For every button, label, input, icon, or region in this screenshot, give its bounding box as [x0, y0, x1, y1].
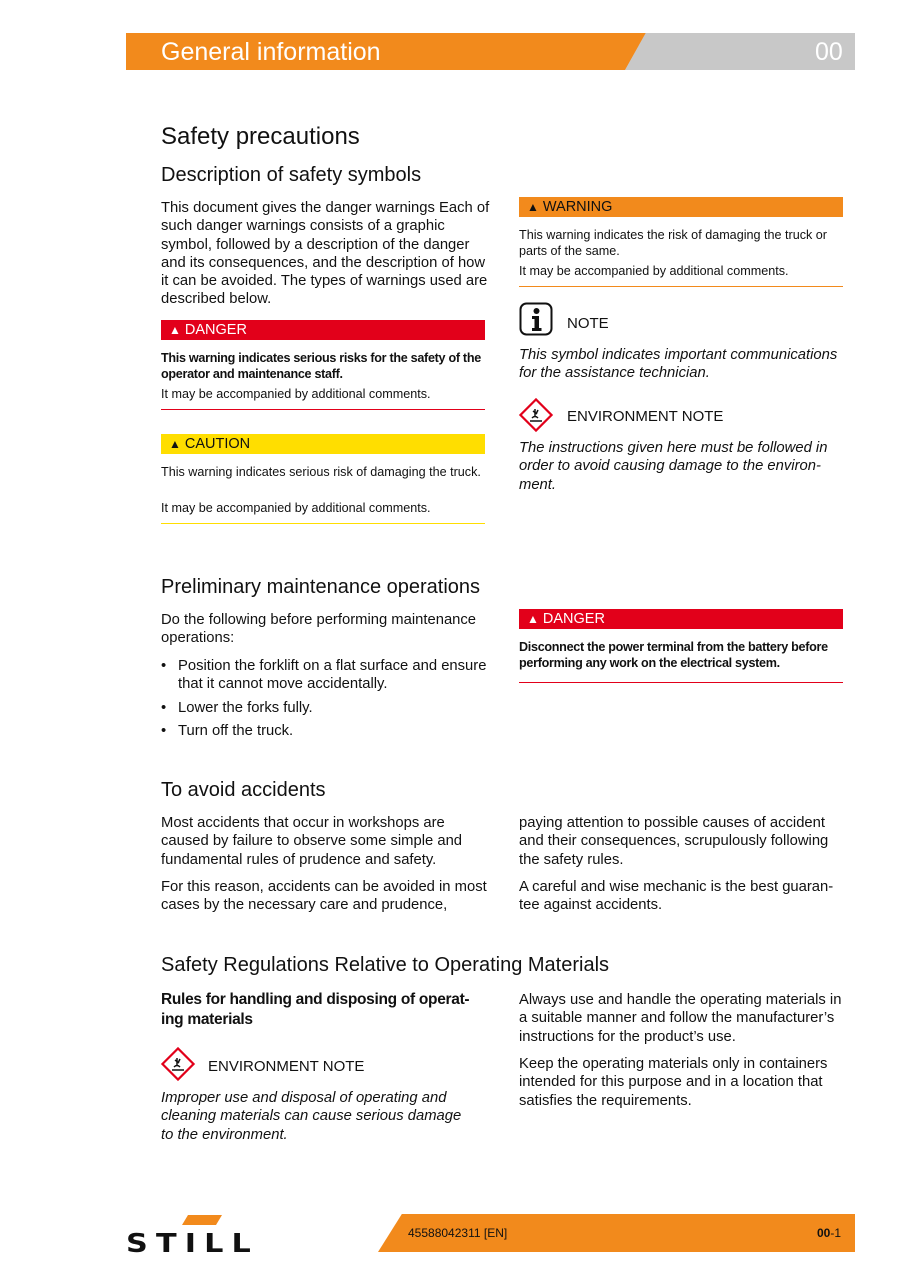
page-title: Safety precautions	[161, 123, 360, 150]
section-heading-preliminary: Preliminary maintenance operations	[161, 576, 481, 598]
caution-rule	[161, 523, 485, 524]
accidents-p2: For this reason, accidents can be avoided in most cases by the necessary care and prudence,	[161, 879, 487, 914]
env-label: ENVIRONMENT NOTE	[208, 1058, 365, 1075]
section-heading-accidents: To avoid accidents	[161, 779, 326, 801]
warning-comment: It may be accompanied by additional comments.	[519, 264, 789, 278]
warning-text: This warning indicates the risk of damaging the truck or parts of the same.	[519, 228, 827, 258]
danger-bar-electrical	[519, 609, 843, 629]
accidents-p1: Most accidents that occur in workshops are caused by failure to observe some simple and fundamental rules of prudence and safety.	[161, 815, 463, 868]
warning-label: WARNING	[542, 199, 613, 215]
preliminary-intro: Do the following before performing maintenance operations:	[161, 612, 477, 647]
danger-rule	[519, 682, 843, 683]
materials-p2: Keep the operating materials only in containers intended for this purpose and in a location that satisfies the requirements.	[519, 1056, 828, 1109]
info-icon	[519, 302, 553, 336]
list-item: • Position the forklift on a flat surface and ensure that it cannot move accidentally.	[161, 657, 491, 694]
materials-p1: Always use and handle the operating materials in a suitable manner and follow the manufacturer’s instructions for the product’s use.	[519, 992, 842, 1045]
page-number	[817, 1226, 841, 1240]
env-text: The instructions given here must be followed in order to avoid causing damage to the environ-ment.	[519, 440, 828, 493]
accidents-p3: paying attention to possible causes of accident and their consequences, scrupulously following the safety rules.	[519, 815, 829, 868]
section-heading-materials: Safety Regulations Relative to Operating Materials	[161, 954, 610, 976]
preliminary-list	[161, 657, 491, 745]
document-number: 45588042311 [EN]	[408, 1226, 508, 1240]
caution-text: This warning indicates serious risk of damaging the truck.	[161, 465, 481, 479]
materials-subheading: Rules for handling and disposing of operat-ing materials	[161, 991, 470, 1028]
page-separator: -	[830, 1226, 835, 1240]
environment-icon	[518, 397, 554, 433]
caution-comment: It may be accompanied by additional comments.	[161, 501, 431, 515]
note-label: NOTE	[567, 315, 609, 332]
list-item: • Lower the forks fully.	[161, 699, 491, 717]
caution-label: CAUTION	[184, 436, 251, 452]
materials-env-text: Improper use and disposal of operating and cleaning materials can cause serious damage to the environment.	[161, 1090, 462, 1143]
header-chapter: 00	[815, 38, 843, 66]
logo-text: STILL	[126, 1229, 259, 1255]
caution-bar	[161, 434, 485, 454]
warning-triangle-icon: ▲	[169, 323, 181, 337]
warning-bar	[519, 197, 843, 217]
symbols-intro: This document gives the danger warnings Each of such danger warnings consists of a graphic symbol, followed by a description of the danger and its consequences, and the description of how it can be avoided. The types of warnings used are described below.	[161, 200, 490, 308]
page-num: 1	[834, 1226, 842, 1240]
danger-text: This warning indicates serious risks for the safety of the operator and maintenance staff.	[161, 351, 481, 381]
danger-bar	[161, 320, 485, 340]
danger-label: DANGER	[184, 322, 247, 338]
warning-triangle-icon: ▲	[169, 437, 181, 451]
warning-triangle-icon: ▲	[527, 612, 539, 626]
warning-triangle-icon: ▲	[527, 200, 539, 214]
environment-icon	[160, 1046, 196, 1082]
page-chapter: 00	[817, 1226, 831, 1240]
accidents-p4: A careful and wise mechanic is the best guaran-tee against accidents.	[519, 879, 834, 914]
note-text: This symbol indicates important communications for the assistance technician.	[519, 347, 838, 382]
header-title: General information	[161, 38, 381, 66]
section-heading-symbols: Description of safety symbols	[161, 164, 422, 186]
danger-label: DANGER	[542, 611, 605, 627]
danger-comment: It may be accompanied by additional comments.	[161, 387, 431, 401]
list-item: • Turn off the truck.	[161, 722, 491, 740]
warning-rule	[519, 286, 843, 287]
danger-rule	[161, 409, 485, 410]
danger-electrical-text: Disconnect the power terminal from the battery before performing any work on the electrical system.	[519, 640, 828, 670]
env-label: ENVIRONMENT NOTE	[567, 408, 724, 425]
still-logo	[126, 1213, 261, 1255]
